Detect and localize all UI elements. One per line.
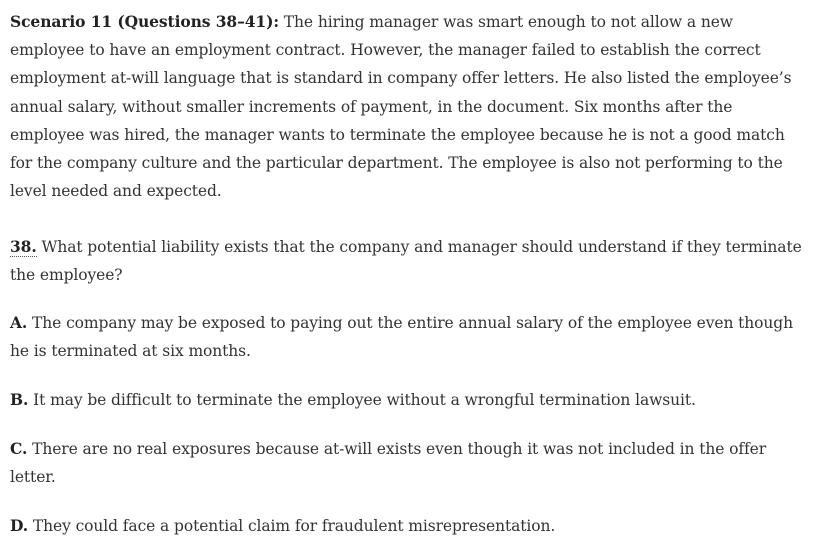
document-page <box>10 8 810 540</box>
option-a-text: The company may be exposed to paying out the entire annual salary of the employee even though he is terminated at six months. <box>10 314 794 361</box>
option-b-letter: B. <box>10 390 29 410</box>
option-d-text: They could face a potential claim for fraudulent misrepresentation. <box>28 517 556 536</box>
option-c-letter: C. <box>10 439 28 459</box>
option-b-text: It may be difficult to terminate the employee without a wrongful termination lawsuit. <box>28 391 696 410</box>
question-text: What potential liability exists that the company and manager should understand if they terminate the employee? <box>10 238 802 285</box>
scenario-text: The hiring manager was smart enough to not allow a new employee to have an employment contract. However, the manager failed to establish the correct employment at-will language that is standard in company offer letters. He also listed the employee’s annual salary, without smaller increments of payment, in the document. Six months after the employee was hired, the manager wants to terminate the employee because he is not a good match for the company culture and the particular department. The employee is also not performing to the level needed and expected. <box>10 13 792 201</box>
option-d <box>10 512 810 540</box>
option-c-text: There are no real exposures because at-will exists even though it was not included in the offer letter. <box>10 440 767 487</box>
option-c <box>10 435 810 491</box>
scenario-heading: Scenario 11 (Questions 38–41): <box>10 12 279 31</box>
question-38 <box>10 233 810 289</box>
option-a <box>10 309 810 365</box>
question-number: 38. <box>10 237 37 257</box>
option-a-letter: A. <box>10 313 28 333</box>
option-d-letter: D. <box>10 516 29 536</box>
scenario-paragraph <box>10 8 810 205</box>
option-b <box>10 386 810 414</box>
